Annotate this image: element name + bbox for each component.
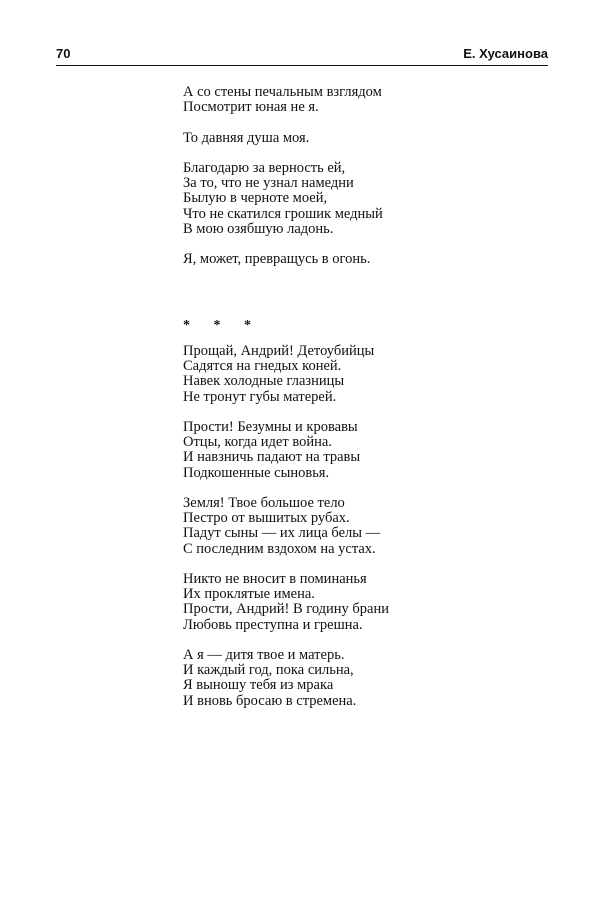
verse-line: Никто не вносит в поминанья — [183, 571, 367, 587]
verse-line: А со стены печальным взглядом — [183, 84, 382, 100]
verse-line: Подкошенные сыновья. — [183, 464, 330, 481]
verse-line: Что не скатился грошик медный — [183, 205, 383, 222]
verse-line: И вновь бросаю в стремена. — [183, 692, 357, 709]
verse-line: Земля! Твое большое тело — [183, 495, 345, 511]
poem-continued — [183, 85, 523, 267]
stanza — [183, 344, 523, 405]
verse-line: Не тронут губы матерей. — [183, 388, 337, 405]
stanza — [183, 131, 523, 146]
verse-line: Прости, Андрий! В годину брани — [183, 601, 390, 618]
verse-line: Посмотрит юная не я. — [183, 99, 319, 116]
verse-line: И навзничь падают на травы — [183, 449, 361, 466]
verse-line: И каждый год, пока сильна, — [183, 662, 354, 679]
verse-line: Прощай, Андрий! Детоубийцы — [183, 343, 375, 359]
stanza — [183, 161, 523, 237]
page-number: 70 — [56, 46, 71, 61]
verse-line: С последним вздохом на устах. — [183, 540, 376, 557]
verse-line: Пестро от вышитых рубах. — [183, 510, 350, 527]
page-header — [56, 46, 548, 68]
verse-line: Любовь преступна и грешна. — [183, 616, 363, 633]
verse-line: За то, что не узнал намедни — [183, 175, 354, 192]
verse-line: Благодарю за верность ей, — [183, 159, 346, 176]
stanza — [183, 648, 523, 709]
verse-line: Навек холодные глазницы — [183, 373, 345, 390]
verse-line: Их проклятые имена. — [183, 586, 315, 603]
stanza — [183, 252, 523, 267]
verse-line: Я, может, превращусь в огонь. — [183, 251, 371, 268]
verse-line: А я — дитя твое и матерь. — [183, 647, 345, 663]
verse-line: В мою озябшую ладонь. — [183, 220, 334, 237]
section-divider-asterisks: * * * — [183, 318, 261, 333]
verse-line: Былую в черноте моей, — [183, 190, 328, 207]
stanza — [183, 496, 523, 557]
verse-line: Падут сыны — их лица белы — — [183, 525, 381, 542]
stanza — [183, 420, 523, 481]
stanza — [183, 572, 523, 633]
verse-line: Прости! Безумны и кровавы — [183, 419, 358, 435]
verse-line: Отцы, когда идет война. — [183, 434, 332, 451]
stanza — [183, 85, 523, 115]
verse-line: Я выношу тебя из мрака — [183, 677, 334, 694]
running-head-author: Е. Хусаинова — [463, 46, 548, 61]
poem-andriy — [183, 344, 523, 709]
header-rule — [56, 65, 548, 66]
verse-line: Садятся на гнедых коней. — [183, 358, 342, 375]
verse-line: То давняя душа моя. — [183, 129, 310, 146]
